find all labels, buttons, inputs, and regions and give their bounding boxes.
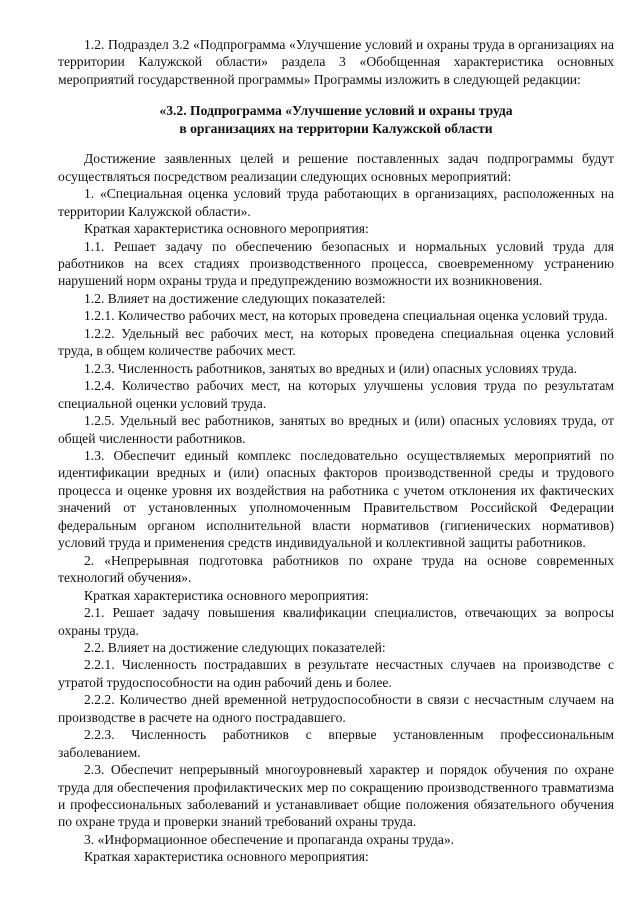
paragraph: Краткая характеристика основного мероприятия: (84, 587, 369, 603)
paragraph: 2.2. Влияет на достижение следующих показателей: (84, 639, 386, 655)
section-heading-line-1: «3.2. Подпрограмма «Улучшение условий и охраны труда (159, 103, 513, 119)
paragraph: 1.2.1. Количество рабочих мест, на которых проведена специальная оценка условий труда. (84, 308, 608, 324)
paragraph: 2.2.1. Численность пострадавших в результате несчастных случаев на производстве с утратой трудоспособности на один рабочий день и более. (58, 657, 614, 690)
paragraph: 2. «Непрерывная подготовка работников по охране труда на основе современных технологий обучения». (58, 552, 614, 586)
paragraph: 2.3. Обеспечит непрерывный многоуровневый характер и порядок обучения по охране труда для обеспечения профилактических мер по сокращению производственного травматизма и профессиональных заболеваний и устанавливает общие положения обязательного обучения по охране труда и проверки знаний требований охраны труда. (58, 762, 614, 830)
section-heading (58, 102, 614, 137)
paragraph: Достижение заявленных целей и решение поставленных задач подпрограммы будут осуществляться посредством реализации следующих основных мероприятий: (58, 151, 614, 184)
paragraph: 1.2.4. Количество рабочих мест, на которых улучшены условия труда по результатам специальной оценки условий труда. (58, 378, 614, 411)
paragraph: 1.2. Влияет на достижение следующих показателей: (84, 290, 386, 306)
section-body (58, 150, 614, 866)
paragraph: Краткая характеристика основного мероприятия: (84, 221, 369, 237)
paragraph: 1.3. Обеспечит единый комплекс последовательно осуществляемых мероприятий по идентификации вредных и (или) опасных факторов производственной среды и трудового процесса и оценке уровня их воздействия на работника с учетом отклонения их фактических значений от установленных уполномоченным Правительством Российской Федерации федеральным органом исполнительной власти нормативов (гигиенических нормативов) условий труда и применения средств индивидуальной и коллективной защиты работников. (58, 447, 614, 551)
intro-paragraph: 1.2. Подраздел 3.2 «Подпрограмма «Улучшение условий и охраны труда в организациях на территории Калужской области» раздела 3 «Обобщенная характеристика основных мероприятий государственной программы» Программы изложить в следующей редакции: (58, 37, 614, 87)
paragraph: 2.1. Решает задачу повышения квалификации специалистов, отвечающих за вопросы охраны труда. (58, 605, 614, 638)
document-page (58, 36, 614, 866)
paragraph: Краткая характеристика основного мероприятия: (84, 849, 369, 865)
paragraph: 1.2.2. Удельный вес рабочих мест, на которых проведена специальная оценка условий труда, в общем количестве рабочих мест. (58, 325, 614, 359)
paragraph: 3. «Информационное обеспечение и пропаганда охраны труда». (84, 831, 455, 847)
section-heading-line-2: в организациях на территории Калужской области (179, 120, 493, 136)
paragraph: 1.2.5. Удельный вес работников, занятых во вредных и (или) опасных условиях труда, от общей численности работников. (58, 413, 614, 446)
paragraph: 1.1. Решает задачу по обеспечению безопасных и нормальных условий труда для работников на всех стадиях производственного процесса, своевременному устранению нарушений норм охраны труда и предупреждению возможности их возникновения. (58, 238, 614, 289)
paragraph: 2.2.3. Численность работников с впервые установленным профессиональным заболеванием. (58, 727, 614, 760)
paragraph: 1. «Специальная оценка условий труда работающих в организациях, расположенных на территории Калужской области». (58, 186, 614, 219)
paragraph: 2.2.2. Количество дней временной нетрудоспособности в связи с несчастным случаем на производстве в расчете на одного пострадавшего. (58, 692, 614, 725)
paragraph: 1.2.3. Численность работников, занятых во вредных и (или) опасных условиях труда. (84, 360, 578, 376)
